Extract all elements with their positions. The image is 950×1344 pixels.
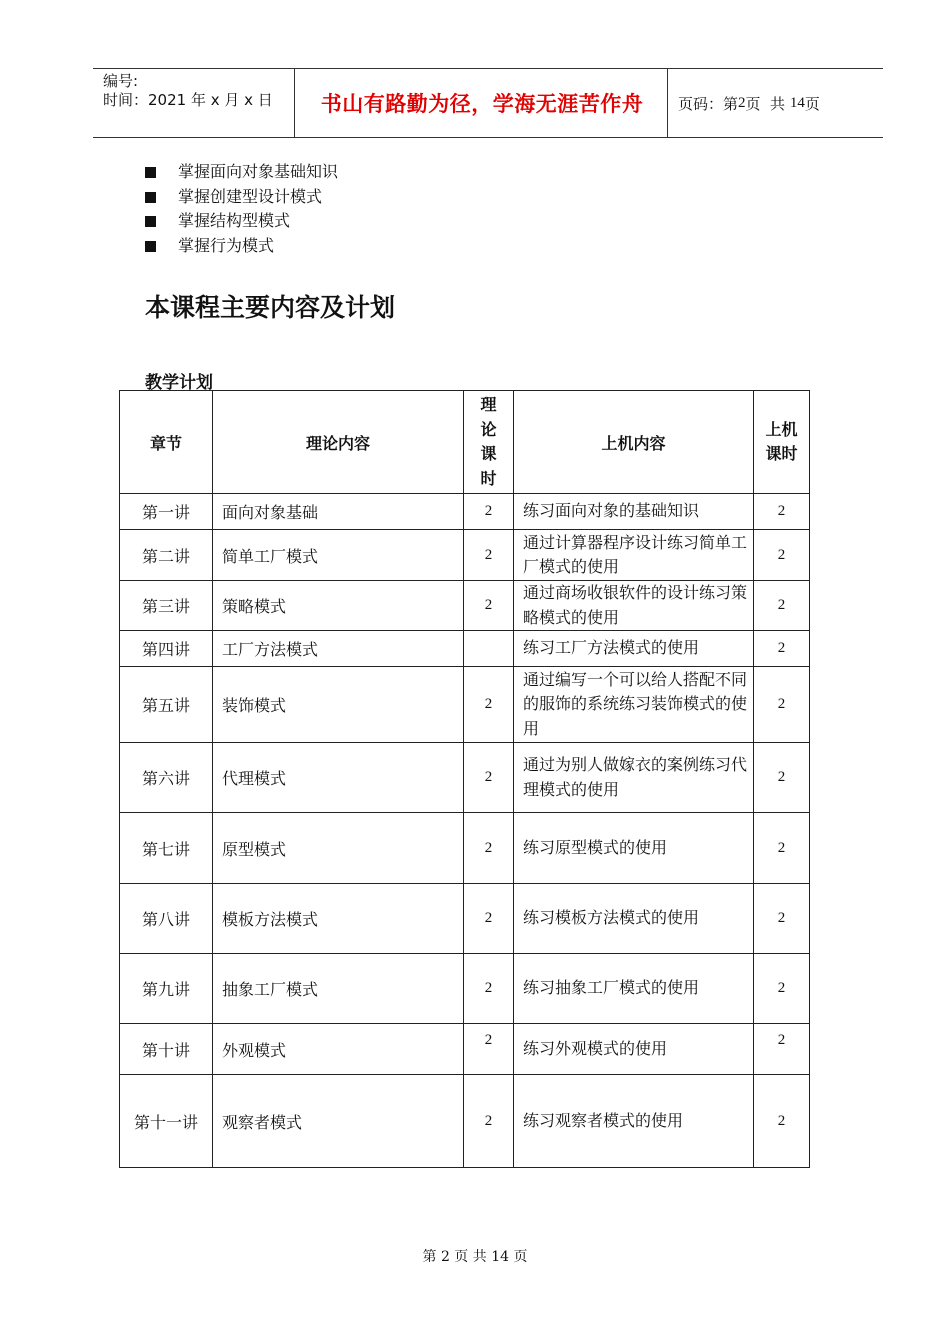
cell-theory: 模板方法模式 (213, 884, 464, 954)
cell-theory: 代理模式 (213, 743, 464, 813)
cell-theory: 抽象工厂模式 (213, 954, 464, 1024)
list-item (145, 160, 338, 185)
cell-lab-hours: 2 (754, 813, 810, 884)
objective-text: 掌握结构型模式 (178, 211, 291, 231)
cell-theory-hours: 2 (464, 743, 514, 813)
time-label: 时间：2021 年 x 月 x 日 (103, 91, 273, 109)
cell-lab: 练习外观模式的使用 (514, 1024, 754, 1075)
cell-chapter: 第四讲 (120, 631, 213, 667)
header-line: 课时 (765, 444, 798, 463)
list-item (145, 209, 338, 234)
cell-chapter: 第八讲 (120, 884, 213, 954)
cell-lab-hours: 2 (754, 667, 810, 743)
cell-chapter: 第六讲 (120, 743, 213, 813)
square-bullet-icon (145, 167, 156, 178)
cell-theory: 策略模式 (213, 581, 464, 631)
header-line: 课 (480, 444, 497, 463)
header-divider (667, 69, 668, 137)
page-suffix: 页 (804, 94, 820, 113)
objective-text: 掌握创建型设计模式 (178, 186, 323, 206)
page-footer: 第 2 页 共 14 页 (422, 1249, 528, 1265)
objective-text: 掌握面向对象基础知识 (178, 162, 339, 181)
cell-theory: 观察者模式 (213, 1075, 464, 1168)
table-row (120, 530, 810, 581)
list-item (145, 234, 338, 259)
table-row (120, 743, 810, 813)
cell-theory-hours: 2 (464, 494, 514, 530)
section-title: 本课程主要内容及计划 (145, 293, 396, 322)
header-line: 上机 (765, 419, 798, 439)
list-item (145, 185, 338, 210)
cell-lab: 通过为别人做嫁衣的案例练习代理模式的使用 (514, 743, 754, 813)
page-prefix: 页码：第 (678, 94, 739, 113)
table-row (120, 631, 810, 667)
cell-theory: 简单工厂模式 (213, 530, 464, 581)
header-page-number (678, 69, 820, 137)
cell-theory-hours: 2 (464, 1024, 514, 1075)
cell-chapter: 第三讲 (120, 581, 213, 631)
cell-lab-hours: 2 (754, 631, 810, 667)
serial-label: 编号: (103, 72, 139, 90)
header-theory-hours (464, 391, 514, 494)
header-meta (103, 72, 273, 110)
table-row (120, 884, 810, 954)
header-line: 论 (480, 419, 497, 439)
cell-lab: 练习模板方法模式的使用 (514, 884, 754, 954)
header-lab: 上机内容 (514, 391, 754, 494)
page-middle: 页 共 (745, 94, 786, 113)
header-lab-hours (754, 391, 810, 494)
cell-lab-hours: 2 (754, 1075, 810, 1168)
header-line: 时 (480, 468, 497, 488)
cell-lab: 练习面向对象的基础知识 (514, 494, 754, 530)
table-row (120, 494, 810, 530)
cell-lab: 通过编写一个可以给人搭配不同的服饰的系统练习装饰模式的使用 (514, 667, 754, 743)
square-bullet-icon (145, 192, 156, 203)
header-chapter: 章节 (120, 391, 213, 494)
cell-chapter: 第二讲 (120, 530, 213, 581)
table-header-row (120, 391, 810, 494)
cell-chapter: 第十讲 (120, 1024, 213, 1075)
cell-lab-hours: 2 (754, 581, 810, 631)
square-bullet-icon (145, 216, 156, 227)
table-row (120, 581, 810, 631)
cell-theory-hours (464, 631, 514, 667)
header-motto: 书山有路勤为径，学海无涯苦作舟 (320, 91, 644, 116)
cell-chapter: 第一讲 (120, 494, 213, 530)
cell-theory: 原型模式 (213, 813, 464, 884)
cell-chapter: 第十一讲 (120, 1075, 213, 1168)
cell-lab: 通过计算器程序设计练习简单工厂模式的使用 (514, 530, 754, 581)
cell-theory-hours: 2 (464, 530, 514, 581)
cell-lab: 练习原型模式的使用 (514, 813, 754, 884)
page-total: 14 (789, 94, 805, 111)
cell-lab-hours: 2 (754, 530, 810, 581)
page-header (93, 68, 883, 138)
objectives-list (145, 160, 338, 259)
objective-text: 掌握行为模式 (178, 236, 275, 256)
cell-theory: 面向对象基础 (213, 494, 464, 530)
cell-lab: 练习工厂方法模式的使用 (514, 631, 754, 667)
cell-lab-hours: 2 (754, 1024, 810, 1075)
header-line: 理 (480, 395, 497, 414)
cell-theory-hours: 2 (464, 581, 514, 631)
subsection-title: 教学计划 (145, 373, 213, 393)
header-theory: 理论内容 (213, 391, 464, 494)
cell-chapter: 第九讲 (120, 954, 213, 1024)
cell-chapter: 第五讲 (120, 667, 213, 743)
cell-lab-hours: 2 (754, 494, 810, 530)
cell-theory-hours: 2 (464, 954, 514, 1024)
table-row (120, 954, 810, 1024)
table-row (120, 1075, 810, 1168)
table-row (120, 667, 810, 743)
cell-theory-hours: 2 (464, 813, 514, 884)
cell-theory-hours: 2 (464, 884, 514, 954)
cell-theory: 工厂方法模式 (213, 631, 464, 667)
table-row (120, 1024, 810, 1075)
cell-theory: 外观模式 (213, 1024, 464, 1075)
teaching-plan-table (119, 390, 810, 1168)
cell-lab-hours: 2 (754, 884, 810, 954)
cell-theory-hours: 2 (464, 667, 514, 743)
cell-lab-hours: 2 (754, 954, 810, 1024)
cell-lab: 通过商场收银软件的设计练习策略模式的使用 (514, 581, 754, 631)
cell-lab: 练习抽象工厂模式的使用 (514, 954, 754, 1024)
cell-chapter: 第七讲 (120, 813, 213, 884)
cell-lab-hours: 2 (754, 743, 810, 813)
page-current: 2 (738, 94, 746, 111)
square-bullet-icon (145, 241, 156, 252)
table-row (120, 813, 810, 884)
cell-theory-hours: 2 (464, 1075, 514, 1168)
cell-theory: 装饰模式 (213, 667, 464, 743)
cell-lab: 练习观察者模式的使用 (514, 1075, 754, 1168)
